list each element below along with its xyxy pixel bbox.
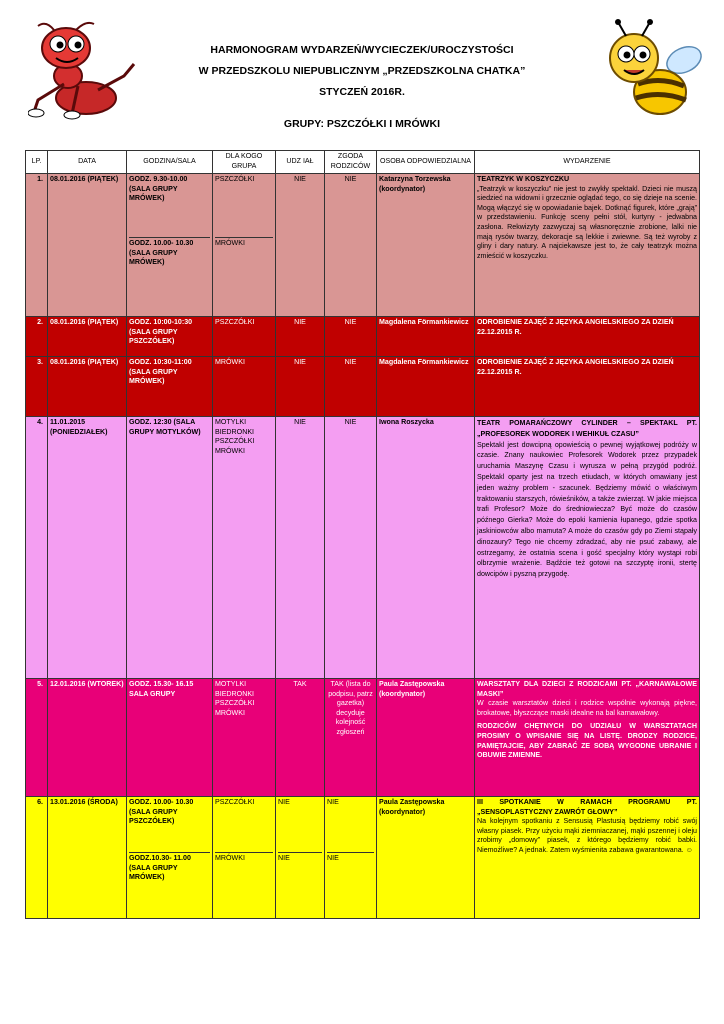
- row-group: MOTYLKI BIEDRONKI PSZCZÓŁKI MRÓWKI: [213, 679, 276, 797]
- row-group: PSZCZÓŁKI: [213, 317, 276, 357]
- row-person: Paula Zastępowska (koordynator): [377, 679, 475, 797]
- row-group: [213, 174, 276, 317]
- row-consent-a: NIE: [327, 798, 339, 806]
- row-time-a: GODZ. 10.00- 10.30 (SALA GRUPY PSZCZÓŁEK): [129, 798, 194, 826]
- row-consent: NIE: [325, 174, 377, 317]
- row-lp: 2.: [26, 317, 48, 357]
- table-row: [26, 417, 700, 679]
- row-lp: 5.: [26, 679, 48, 797]
- row-group-b: MRÓWKI: [215, 852, 273, 864]
- event-text: Na kolejnym spotkaniu z Sensusią Plastusią będziemy robić swój własny piasek. Przy użyciu mąki ziemniaczanej, mąki pszennej i oleju zrobimy „domowy” piasek, z którego będziemy robić babki. Niemożliwe? A jednak. Zatem wyśmienita zabawa gwarantowana. ☺: [477, 817, 697, 854]
- row-group: MOTYLKI BIEDRONKI PSZCZÓŁKI MRÓWKI: [213, 417, 276, 679]
- row-time: GODZ. 10:30-11:00 (SALA GRUPY MRÓWEK): [127, 357, 213, 417]
- col-for-whom: DLA KOGO GRUPA: [213, 151, 276, 174]
- row-consent: [325, 797, 377, 919]
- row-group-b: MRÓWKI: [215, 237, 273, 249]
- row-lp: 3.: [26, 357, 48, 417]
- row-participation-b: NIE: [278, 852, 322, 864]
- doc-groups: GRUPY: PSZCZÓŁKI I MRÓWKI: [283, 118, 441, 130]
- row-time: GODZ. 12:30 (SALA GRUPY MOTYLKÓW): [127, 417, 213, 679]
- col-date: DATA: [48, 151, 127, 174]
- row-person: Magdalena Förmankiewicz: [377, 357, 475, 417]
- col-lp: LP.: [26, 151, 48, 174]
- event-title: TEATRZYK W KOSZYCZKU: [477, 175, 570, 183]
- event-title: III SPOTKANIE W RAMACH PROGRAMU PT. „SENSOPLASTYCZNY ZAWRÓT GŁOWY”: [477, 798, 697, 816]
- row-time: [127, 174, 213, 317]
- row-group: MRÓWKI: [213, 357, 276, 417]
- row-event: [475, 797, 700, 919]
- row-time: GODZ. 15.30- 16.15 SALA GRUPY: [127, 679, 213, 797]
- row-date: 08.01.2016 (PIĄTEK): [48, 174, 127, 317]
- row-group-a: PSZCZÓŁKI: [215, 798, 255, 806]
- row-event: [475, 417, 700, 679]
- row-date: 08.01.2016 (PIĄTEK): [48, 317, 127, 357]
- col-participation: UDZ IAŁ: [276, 151, 325, 174]
- row-time: GODZ. 10:00-10:30 (SALA GRUPY PSZCZÓŁEK): [127, 317, 213, 357]
- row-consent: NIE: [325, 417, 377, 679]
- row-date: 11.01.2015 (PONIEDZIAŁEK): [48, 417, 127, 679]
- row-date: 08.01.2016 (PIĄTEK): [48, 357, 127, 417]
- row-lp: 1.: [26, 174, 48, 317]
- event-title: WARSZTATY DLA DZIECI Z RODZICAMI PT. „KARNAWAŁOWE MASKI”: [477, 680, 697, 698]
- table-row: [26, 797, 700, 919]
- table-row: [26, 317, 700, 357]
- row-participation: [276, 797, 325, 919]
- row-participation: NIE: [276, 417, 325, 679]
- col-event: WYDARZENIE: [475, 151, 700, 174]
- row-participation: NIE: [276, 174, 325, 317]
- table-row: [26, 357, 700, 417]
- row-lp: 4.: [26, 417, 48, 679]
- row-person: Iwona Roszycka: [377, 417, 475, 679]
- doc-title-line2: W PRZEDSZKOLU NIEPUBLICZNYM „PRZEDSZKOLNA CHATKA”: [198, 65, 526, 77]
- row-date: 12.01.2016 (WTOREK): [48, 679, 127, 797]
- col-consent: ZGODA RODZICÓW: [325, 151, 377, 174]
- row-date: 13.01.2016 (ŚRODA): [48, 797, 127, 919]
- event-text: „Teatrzyk w koszyczku” nie jest to zwykły spektakl. Dzieci nie muszą siedzieć na widowni i grzecznie oglądać tego, co się dzieje na scenie. Mogą włączyć się w opowiadanie bajek. Dotknąć figurek, które „grają” w przedstawieniu. Funkcję sceny pełni stół, kurtyny - jedwabna zasłona. Rekwizyty zazwyczaj są własnoręcznie zrobione, lalki nie mają rysów twarzy, dekoracje są lekkie i zwiewne. Są też wyroby z gliny i dary natury. A najciekawsze jest to, że cały teatrzyk można zmieścić w koszyczku.: [477, 184, 697, 260]
- row-consent: NIE: [325, 317, 377, 357]
- row-participation: NIE: [276, 357, 325, 417]
- row-event: ODROBIENIE ZAJĘĆ Z JĘZYKA ANGIELSKIEGO ZA DZIEŃ 22.12.2015 R.: [475, 357, 700, 417]
- row-person: Katarzyna Torzewska (koordynator): [377, 174, 475, 317]
- event-text: W czasie warsztatów dzieci i rodzice wspólnie wykonają piękne, brokatowe, błyszczące maski idealne na bal karnawałowy.: [477, 699, 697, 717]
- row-group-a: PSZCZÓŁKI: [215, 175, 255, 183]
- row-group: [213, 797, 276, 919]
- schedule-table: [25, 150, 700, 919]
- row-participation-a: NIE: [278, 798, 290, 806]
- col-time: GODZINA/SALA: [127, 151, 213, 174]
- row-event: [475, 679, 700, 797]
- row-time: [127, 797, 213, 919]
- row-lp: 6.: [26, 797, 48, 919]
- row-participation: NIE: [276, 317, 325, 357]
- doc-title-month: STYCZEŃ 2016R.: [319, 86, 405, 98]
- row-participation: TAK: [276, 679, 325, 797]
- table-header-row: [26, 151, 700, 174]
- row-person: Magdalena Förmankiewicz: [377, 317, 475, 357]
- row-consent-b: NIE: [327, 852, 374, 864]
- event-title: TEATR POMARAŃCZOWY CYLINDER – SPEKTAKL PT.„PROFESOREK WODOREK I WEHIKUŁ CZASU”: [477, 419, 697, 438]
- row-time-a: GODZ. 9.30-10.00 (SALA GRUPY MRÓWEK): [129, 175, 188, 203]
- row-time-b: GODZ.10.30- 11.00 (SALA GRUPY MRÓWEK): [129, 852, 210, 883]
- event-note: RODZICÓW CHĘTNYCH DO UDZIAŁU W WARSZTATACH PROSIMY O WPISANIE SIĘ NA LISTĘ. DRODZY RODZICE, PAMIĘTAJCIE, ABY ZABRAĆ ZE SOBĄ WYGODNE UBRANIE I OBUWIE ZMIENNE.: [477, 722, 697, 760]
- row-time-b: GODZ. 10.00- 10.30 (SALA GRUPY MRÓWEK): [129, 237, 210, 268]
- event-text: Spektakl jest dowcipną opowieścią o pewnej wyjątkowej podróży w czasie. Znany naukowiec Profesorek Wodorek przez przypadek uruchamia Maszynę Czasu i wyrusza w pełną przygód podróż. Spektakl oparty jest na trzech etiudach, w których omawiany jest jeden ważny problem - szacunek. Będziemy mówić o właściwym traktowaniu starszych, rówieśników, a także zwierząt. W jakie miejsca trafi Profesor? Może do średniowiecza? Być może do czasów późnego Gierka? Może do epoki kamienia łupanego, gdzie spotka jaskiniowców albo mamuta? A może do czasów gdy po Ziemi stąpały dinozaury? Tego nie chcemy zdradzać, aby nie psuć zabawy, ale ostrzegamy, że ostatnia scena i gość specjalny który wystąpi robi olbrzymie wrażenie. Bądźcie też gotowi na szczyptę ironii, stertę dowcipów i pyszną przygodę.: [477, 440, 697, 579]
- row-event: ODROBIENIE ZAJĘĆ Z JĘZYKA ANGIELSKIEGO ZA DZIEŃ 22.12.2015 R.: [475, 317, 700, 357]
- row-event: [475, 174, 700, 317]
- col-person: OSOBA ODPOWIEDZIALNA: [377, 151, 475, 174]
- table-row: [26, 174, 700, 317]
- doc-title-line1: HARMONOGRAM WYDARZEŃ/WYCIECZEK/UROCZYSTOŚCI: [210, 44, 514, 56]
- row-consent: NIE: [325, 357, 377, 417]
- row-consent: TAK (lista do podpisu, patrz gazetka) decyduje kolejność zgłoszeń: [325, 679, 377, 797]
- table-row: [26, 679, 700, 797]
- row-person: Paula Zastępowska (koordynator): [377, 797, 475, 919]
